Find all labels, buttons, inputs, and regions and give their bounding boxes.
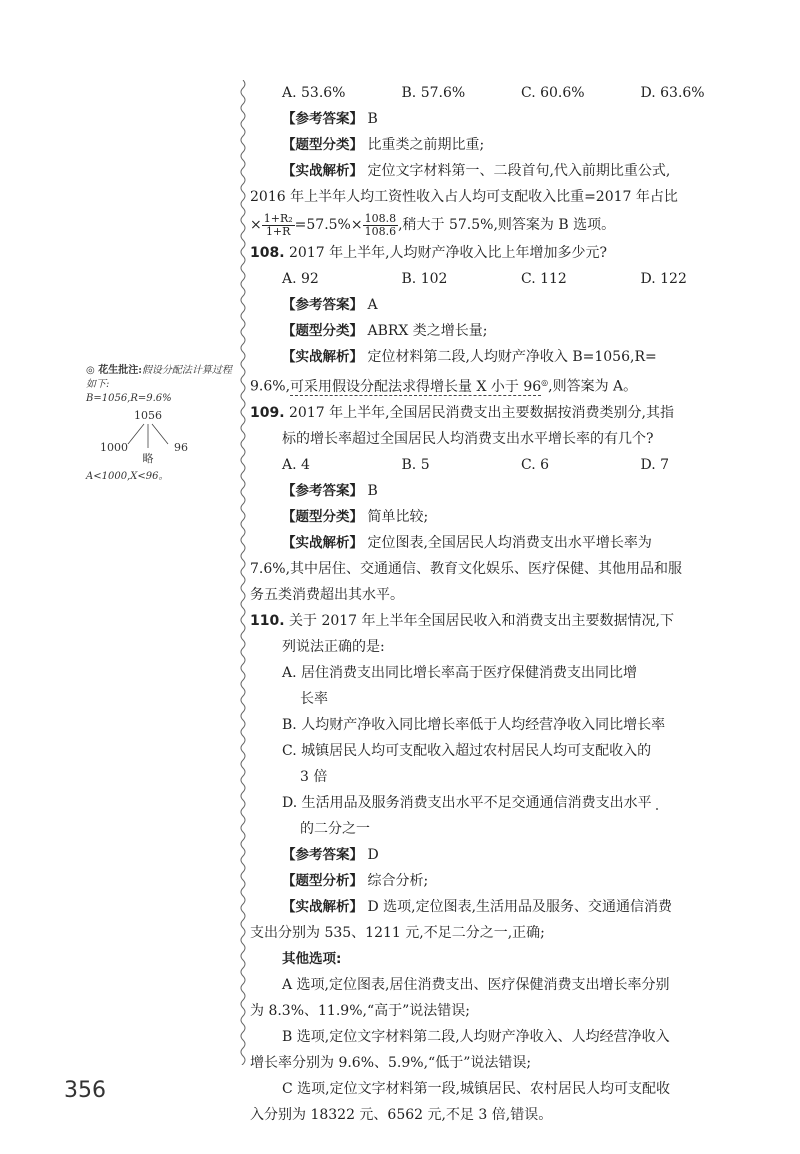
q108-type: 【题型分类】 ABRX 类之增长量;	[282, 323, 488, 339]
side-note-heading: ◎ 花生批注:	[86, 365, 142, 376]
tree-bottom-label: 略	[142, 452, 154, 464]
q107-options	[250, 80, 760, 106]
tree-right-branch	[152, 424, 168, 444]
q108-options	[250, 266, 760, 292]
fraction-ratio: $\frac{108.8}{108.6}$	[364, 211, 397, 238]
allocation-tree-diagram	[86, 408, 216, 464]
q108-option-d: D. 122	[640, 271, 687, 287]
q107-analysis-line2: 2016 年上半年人均工资性收入占人均可支配收入比重=2017 年占比	[250, 189, 678, 205]
q108-option-b: B. 102	[401, 271, 448, 287]
q108-answer: 【参考答案】 A	[282, 297, 378, 313]
q109-option-b: B. 5	[401, 456, 430, 473]
side-note-conclusion: A<1000,X<96。	[86, 471, 169, 482]
q107-option-a: A. 53.6%	[282, 85, 346, 101]
stray-mark	[656, 808, 658, 810]
q110-other-a-line2: 为 8.3%、11.9%,“高于”说法错误;	[250, 1002, 470, 1019]
q110-option-a-line2: 长率	[300, 690, 328, 707]
q110-other-c: C 选项,定位文字材料第一段,城镇居民、农村居民人均可支配收	[282, 1080, 671, 1097]
q109-answer: 【参考答案】 B	[282, 482, 378, 499]
q107-analysis-formula: × $\frac{\text{1+R₂}}{1+R}$ =57.5%× $\frac{108.8}{108.6}$ ,稍大于 57.5%,则答案为 B 选项。	[250, 211, 616, 238]
side-annotation	[86, 364, 236, 484]
page-number: 356	[64, 1078, 106, 1103]
q109-analysis-line2: 7.6%,其中居住、交通通信、教育文化娱乐、医疗保健、其他用品和服	[250, 560, 683, 577]
q110-other-options-heading: 其他选项:	[282, 950, 342, 967]
q109-stem-line2: 标的增长率超过全国居民人均消费支出水平增长率的有几个?	[282, 430, 654, 447]
q110-analysis: 【实战解析】 D 选项,定位图表,生活用品及服务、交通通信消费	[282, 898, 673, 915]
side-note-body: 假设分配法计算过程如下:	[86, 365, 232, 390]
q109-options	[250, 452, 760, 478]
q110-option-c-line2: 3 倍	[300, 768, 328, 785]
q110-stem: 110. 关于 2017 年上半年全国居民收入和消费支出主要数据情况,下	[250, 612, 674, 629]
q110-other-b: B 选项,定位文字材料第二段,人均财产净收入、人均经营净收入	[282, 1028, 670, 1045]
q109-option-c: C. 6	[521, 456, 550, 473]
tree-top-value: 1056	[134, 409, 162, 422]
q108-option-a: A. 92	[282, 271, 319, 287]
q108-analysis-line2: 9.6%,可采用假设分配法求得增长量 X 小于 96◎,则答案为 A。	[250, 378, 638, 395]
side-note-given: B=1056,R=9.6%	[86, 393, 172, 404]
q110-option-d: D. 生活用品及服务消费支出水平不足交通通信消费支出水平	[282, 794, 652, 811]
q110-stem-line2: 列说法正确的是:	[282, 638, 385, 655]
q107-option-b: B. 57.6%	[401, 85, 466, 101]
tree-left-value: 1000	[100, 441, 128, 454]
q109-analysis-line3: 务五类消费超出其水平。	[250, 586, 404, 603]
main-content	[250, 80, 760, 1128]
fraction-growth: $\frac{\text{1+R₂}}{1+R}$	[263, 211, 293, 238]
q107-type: 【题型分类】 比重类之前期比重;	[282, 137, 485, 153]
q110-option-b: B. 人均财产净收入同比增长率低于人均经营净收入同比增长率	[282, 716, 666, 733]
q108-option-c: C. 112	[521, 271, 567, 287]
margin-wavy-divider	[238, 80, 248, 1065]
q109-option-a: A. 4	[282, 456, 310, 473]
q110-answer: 【参考答案】 D	[282, 846, 379, 863]
q110-option-c: C. 城镇居民人均可支配收入超过农村居民人均可支配收入的	[282, 742, 652, 759]
q107-answer: 【参考答案】 B	[282, 111, 378, 127]
q110-option-a: A. 居住消费支出同比增长率高于医疗保健消费支出同比增	[282, 664, 638, 681]
q109-stem: 109. 2017 年上半年,全国居民消费支出主要数据按消费类别分,其指	[250, 404, 674, 421]
q110-other-b-line2: 增长率分别为 9.6%、5.9%,“低于”说法错误;	[250, 1054, 532, 1071]
q110-other-c-line2: 入分别为 18322 元、6562 元,不足 3 倍,错误。	[250, 1106, 553, 1123]
q107-analysis: 【实战解析】 定位文字材料第一、二段首句,代入前期比重公式,	[282, 163, 671, 179]
q108-analysis: 【实战解析】 定位材料第二段,人均财产净收入 B=1056,R=	[282, 349, 657, 365]
q110-type: 【题型分析】 综合分析;	[282, 872, 429, 889]
q110-other-a: A 选项,定位图表,居住消费支出、医疗保健消费支出增长率分别	[282, 976, 670, 993]
q108-stem: 108. 2017 年上半年,人均财产净收入比上年增加多少元?	[250, 245, 608, 261]
q110-analysis-line2: 支出分别为 535、1211 元,不足二分之一,正确;	[250, 924, 545, 941]
q109-analysis: 【实战解析】 定位图表,全国居民人均消费支出水平增长率为	[282, 534, 652, 551]
q109-type: 【题型分类】 简单比较;	[282, 508, 429, 525]
tree-right-value: 96	[174, 441, 188, 454]
q110-option-d-line2: 的二分之一	[300, 820, 370, 837]
q107-option-c: C. 60.6%	[521, 85, 585, 101]
tree-left-branch	[128, 424, 144, 444]
q107-option-d: D. 63.6%	[640, 85, 705, 101]
q109-option-d: D. 7	[640, 456, 670, 473]
